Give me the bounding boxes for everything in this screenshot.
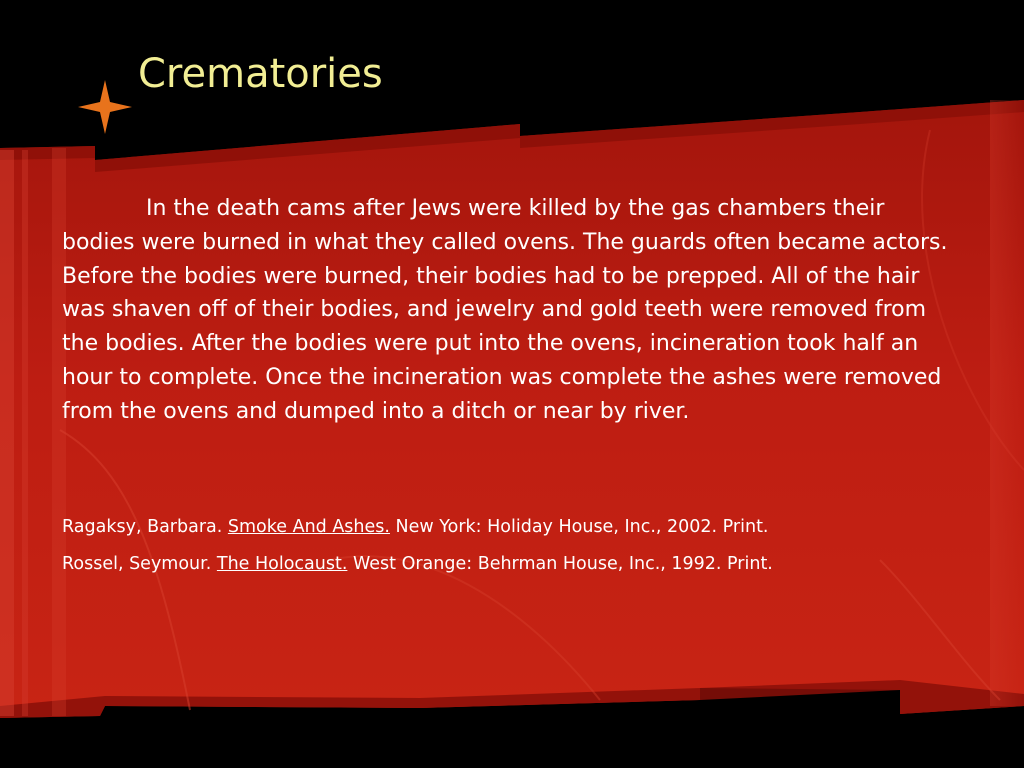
citation-publication: New York: Holiday House, Inc., 2002. Print. xyxy=(395,517,769,537)
body-text xyxy=(62,192,962,429)
citation xyxy=(62,552,962,576)
citation-book-title: Smoke And Ashes. xyxy=(227,517,390,537)
citation-author: Ragaksy, Barbara. xyxy=(62,517,223,537)
slide-title: Crematories xyxy=(138,51,383,97)
citation-book-title: The Holocaust. xyxy=(216,554,348,574)
citation-author: Rossel, Seymour. xyxy=(62,554,212,574)
star-icon xyxy=(76,78,134,136)
body-paragraph: In the death cams after Jews were killed by the gas chambers their bodies were burned in what they called ovens. The guards often became actors. Before the bodies were burned, their bodies had to be prepped. All of the hair was shaven off of their bodies, and jewelry and gold teeth were removed from the bodies. After the bodies were put into the ovens, incineration took half an hour to complete. Once the incineration was complete the ashes were removed from the ovens and dumped into a ditch or near by river. xyxy=(62,196,948,424)
citation-publication: West Orange: Behrman House, Inc., 1992. Print. xyxy=(352,554,773,574)
citation xyxy=(62,515,962,539)
citations xyxy=(62,515,962,589)
